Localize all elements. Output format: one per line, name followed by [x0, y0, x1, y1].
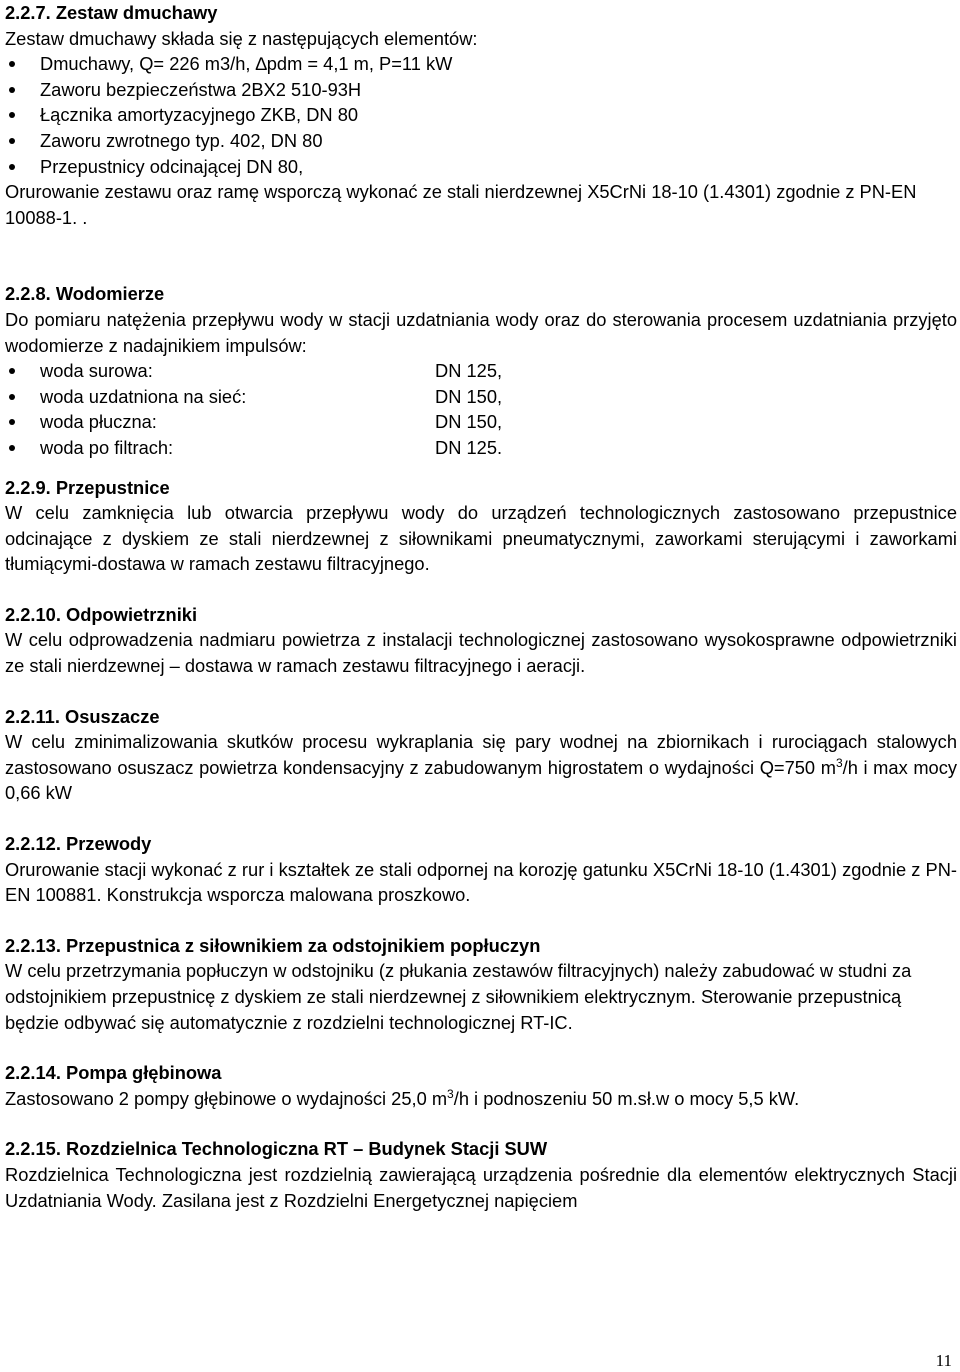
- superscript: 3: [447, 1086, 454, 1101]
- section-number: 2.2.8.: [5, 283, 51, 305]
- paragraph: W celu zamknięcia lub otwarcia przepływu wody do urządzeń technologicznych zastosowano przepustnice odcinające z dyskiem ze stali nierdzewnej z siłownikami pneumatycznymi, zaworkami sterującymi i zaworkami tłumiącymi-dostawa w ramach zestawu filtracyjnego.: [5, 502, 957, 575]
- section-2-2-9: [5, 475, 957, 577]
- paragraph: Do pomiaru natężenia przepływu wody w stacji uzdatniania wody oraz do sterowania procesem uzdatniania przyjęto wodomierze z nadajnikiem impulsów:: [5, 308, 957, 356]
- section-heading: [5, 602, 957, 628]
- section-number: 2.2.15.: [5, 1138, 61, 1160]
- meter-value: DN 125.: [435, 436, 503, 458]
- section-number: 2.2.14.: [5, 1062, 61, 1084]
- paragraph: Zestaw dmuchawy składa się z następujących elementów:: [5, 27, 478, 49]
- list-item: Łącznika amortyzacyjnego ZKB, DN 80: [5, 102, 957, 128]
- section-title: Zestaw dmuchawy: [55, 2, 218, 23]
- paragraph: Orurowanie stacji wykonać z rur i kształtek ze stali odpornej na korozję gatunku X5CrNi 18-10 (1.4301) zgodnie z PN-EN 100881. Konstrukcja wsporcza malowana proszkowo.: [5, 858, 957, 906]
- paragraph-text: /h i podnoszeniu 50 m.sł.w o mocy 5,5 kW.: [453, 1087, 800, 1109]
- section-heading: [5, 1136, 957, 1162]
- superscript: 3: [835, 755, 843, 770]
- list-item: Zaworu zwrotnego typ. 402, DN 80: [5, 128, 957, 154]
- section-heading: [5, 281, 957, 307]
- section-2-2-12: [5, 831, 957, 908]
- meter-value: DN 150,: [435, 411, 503, 433]
- list-item: [5, 435, 957, 461]
- section-number: 2.2.12.: [5, 833, 61, 855]
- bullet-list: [5, 51, 957, 179]
- paragraph: W celu odprowadzenia nadmiaru powietrza z instalacji technologicznej zastosowano wysokosprawne odpowietrzniki ze stali nierdzewnej – dostawa w ramach zestawu filtracyjnego i aeracji.: [5, 629, 957, 677]
- meter-value: DN 125,: [435, 360, 503, 382]
- section-2-2-13: [5, 933, 957, 1035]
- meter-list: [5, 358, 957, 460]
- section-title: Osuszacze: [65, 705, 160, 727]
- list-item: Dmuchawy, Q= 226 m3/h, ∆pdm = 4,1 m, P=11 kW: [5, 51, 957, 77]
- meter-label: woda po filtrach:: [40, 436, 174, 458]
- section-2-2-10: [5, 602, 957, 679]
- section-heading: [5, 475, 957, 501]
- list-item: [5, 409, 957, 435]
- section-number: 2.2.11.: [5, 705, 60, 727]
- paragraph: Rozdzielnica Technologiczna jest rozdzielnią zawierającą urządzenia pośrednie dla elementów elektrycznych Stacji Uzdatniania Wody. Zasilana jest z Rozdzielni Energetycznej napięciem: [5, 1163, 957, 1211]
- section-number: 2.2.9.: [5, 476, 51, 498]
- paragraph: Orurowanie zestawu oraz ramę wsporczą wykonać ze stali nierdzewnej X5CrNi 18-10 (1.4301) zgodnie z PN-EN 10088-1. .: [5, 181, 917, 228]
- section-number: 2.2.10.: [5, 603, 61, 625]
- section-title: Pompa głębinowa: [66, 1062, 222, 1084]
- paragraph: W celu przetrzymania popłuczyn w odstojniku (z płukania zestawów filtracyjnych) należy zabudować w studni za odstojnikiem przepustnicę z dyskiem ze stali nierdzewnej z siłownikiem elektrycznym. Sterowanie przepustnicą będzie odbywać się automatycznie z rozdzielni technologicznej RT-IC.: [5, 960, 912, 1033]
- page-number: 11: [935, 1351, 952, 1370]
- paragraph: [5, 729, 957, 806]
- section-title: Przepustnice: [55, 476, 170, 498]
- section-number: 2.2.7.: [5, 2, 51, 23]
- paragraph-text: /h i max mocy 0,66 kW: [5, 756, 957, 804]
- paragraph: [5, 1086, 957, 1112]
- paragraph-text: Zastosowano 2 pompy głębinowe o wydajności 25,0 m: [5, 1087, 448, 1109]
- section-heading: [5, 933, 957, 959]
- list-item: Przepustnicy odcinającej DN 80,: [5, 154, 957, 180]
- list-item: Zaworu bezpieczeństwa 2BX2 510-93H: [5, 77, 957, 103]
- section-title: Przewody: [66, 833, 152, 855]
- meter-label: woda surowa:: [40, 360, 153, 382]
- list-item: [5, 384, 957, 410]
- section-2-2-14: [5, 1060, 957, 1111]
- meter-label: woda uzdatniona na sieć:: [40, 385, 247, 407]
- section-number: 2.2.13.: [5, 934, 61, 956]
- section-2-2-11: [5, 704, 957, 806]
- section-heading: [5, 831, 957, 857]
- section-heading: [5, 1060, 957, 1086]
- section-2-2-8: [5, 281, 957, 460]
- section-2-2-7: [5, 0, 957, 230]
- section-title: Wodomierze: [55, 283, 165, 305]
- section-title: Odpowietrzniki: [66, 603, 198, 625]
- section-title: Przepustnica z siłownikiem za odstojnikiem popłuczyn: [66, 934, 541, 956]
- paragraph-text: W celu zminimalizowania skutków procesu wykraplania się pary wodnej na zbiornikach i rurociągach stalowych zastosowano osuszacz powietrza kondensacyjny z zabudowanym higrostatem o wydajności Q=750 m: [5, 731, 957, 778]
- meter-label: woda płuczna:: [40, 411, 157, 433]
- meter-value: DN 150,: [435, 385, 503, 407]
- section-heading: [5, 704, 957, 730]
- list-item: [5, 358, 957, 384]
- section-2-2-15: [5, 1136, 957, 1213]
- section-heading: [5, 0, 957, 26]
- section-title: Rozdzielnica Technologiczna RT – Budynek Stacji SUW: [66, 1138, 548, 1160]
